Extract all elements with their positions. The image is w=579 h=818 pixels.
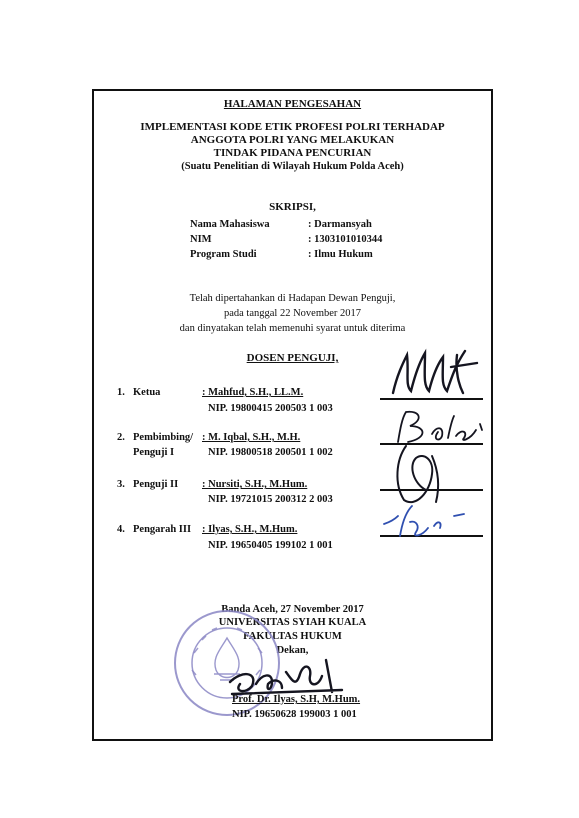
approval-place-date: Banda Aceh, 27 November 2017 <box>221 604 364 615</box>
student-nim-label: NIM <box>190 234 212 245</box>
thesis-title-line-2: ANGGOTA POLRI YANG MELAKUKAN <box>190 134 395 146</box>
examiner-2-number: 2. <box>117 432 125 443</box>
examiner-2-role: Pembimbing/ <box>133 432 194 443</box>
thesis-title-line-3: TINDAK PIDANA PENCURIAN <box>213 147 372 159</box>
thesis-title-line-1: IMPLEMENTASI KODE ETIK PROFESI POLRI TERHADAP <box>140 121 445 133</box>
examiner-4-nip: NIP. 19650405 199102 1 001 <box>208 540 333 551</box>
approval-position: Dekan, <box>276 645 309 656</box>
defense-line-3: dan dinyatakan telah memenuhi syarat untuk diterima <box>179 323 406 334</box>
student-program-value: : Ilmu Hukum <box>308 249 373 260</box>
thesis-subtitle: (Suatu Penelitian di Wilayah Hukum Polda Aceh) <box>181 161 404 172</box>
student-program-label: Program Studi <box>190 249 257 260</box>
student-name-value: : Darmansyah <box>308 219 372 230</box>
student-nim-value: : 1303101010344 <box>308 234 383 245</box>
examiner-4-name: : Ilyas, S.H., M.Hum. <box>202 524 298 535</box>
examiner-2-name: : M. Iqbal, S.H., M.H. <box>202 432 301 443</box>
examiner-4-role: Pengarah III <box>133 524 192 535</box>
examiner-4-number: 4. <box>117 524 125 535</box>
dean-nip: NIP. 19650628 199003 1 001 <box>232 709 357 720</box>
student-name-label: Nama Mahasiswa <box>190 219 270 230</box>
examiner-1-name: : Mahfud, S.H., LL.M. <box>202 387 304 398</box>
examiner-1-role: Ketua <box>133 387 161 398</box>
defense-line-1: Telah dipertahankan di Hadapan Dewan Penguji, <box>189 293 396 304</box>
examiner-3-name: : Nursiti, S.H., M.Hum. <box>202 479 308 490</box>
defense-line-2: pada tanggal 22 November 2017 <box>223 308 362 319</box>
examiner-2-nip: NIP. 19800518 200501 1 002 <box>208 447 333 458</box>
signature-ketua-icon <box>385 345 485 400</box>
document-type: SKRIPSI, <box>269 201 316 213</box>
signature-pengarah-iii-icon <box>376 498 476 548</box>
dean-name: Prof. Dr. Ilyas, S.H, M.Hum. <box>232 694 361 705</box>
page-title: HALAMAN PENGESAHAN <box>223 98 362 110</box>
approval-faculty: FAKULTAS HUKUM <box>243 631 342 642</box>
examiners-heading: DOSEN PENGUJI, <box>246 352 339 364</box>
examiner-1-nip: NIP. 19800415 200503 1 003 <box>208 403 333 414</box>
examiner-2-role-line-2: Penguji I <box>133 447 175 458</box>
signature-dean-icon <box>222 650 352 700</box>
approval-university: UNIVERSITAS SYIAH KUALA <box>218 617 367 628</box>
examiner-1-number: 1. <box>117 387 125 398</box>
examiner-3-number: 3. <box>117 479 125 490</box>
examiner-3-nip: NIP. 19721015 200312 2 003 <box>208 494 333 505</box>
examiner-3-role: Penguji II <box>133 479 179 490</box>
